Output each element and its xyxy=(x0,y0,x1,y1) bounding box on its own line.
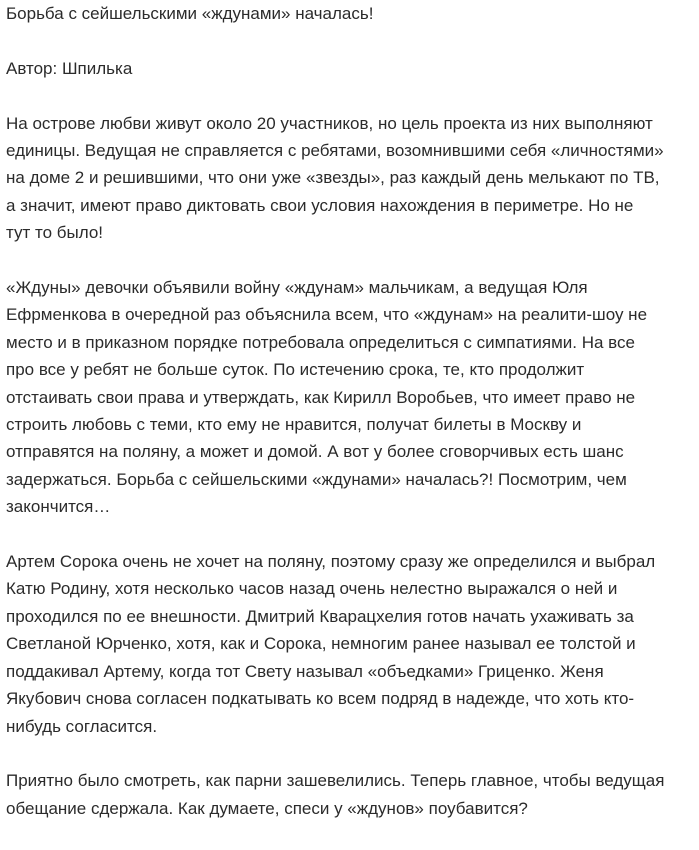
paragraph-line: закончится… xyxy=(6,497,111,517)
paragraph-2 xyxy=(6,274,690,521)
paragraph-line: поддакивал Артему, когда тот Свету называл «объедками» Гриценко. Женя xyxy=(6,661,604,681)
paragraph-line: отстаивать свои права и утверждать, как Кирилл Воробьев, что имеет право не xyxy=(6,387,636,407)
paragraph-3 xyxy=(6,548,690,740)
paragraph-line: отправятся на поляну, а может и домой. А вот у более сговорчивых есть шанс xyxy=(6,442,624,462)
paragraph-line: Светланой Юрченко, хотя, как и Сорока, немногим ранее называл ее толстой и xyxy=(6,634,636,654)
paragraph-line: строить любовь с теми, кто ему не нравится, получат билеты в Москву и xyxy=(6,415,582,435)
paragraph-1 xyxy=(6,110,690,247)
article-title-text: Борьба с сейшельскими «ждунами» началась! xyxy=(6,4,374,23)
paragraph-line: нибудь согласится. xyxy=(6,716,158,736)
paragraph-line: Приятно было смотреть, как парни зашевелились. Теперь главное, чтобы ведущая xyxy=(6,771,665,791)
article-author xyxy=(6,55,690,82)
paragraph-line: обещание сдержала. Как думаете, спеси у «ждунов» поубавится? xyxy=(6,798,528,818)
paragraph-line: Катю Родину, хотя несколько часов назад очень нелестно выражался о ней и xyxy=(6,579,618,599)
paragraph-line: единицы. Ведущая не справляется с ребятами, возомнившими себя «личностями» xyxy=(6,141,664,160)
article-author-text: Автор: Шпилька xyxy=(6,58,133,78)
paragraph-line: «Ждуны» девочки объявили войну «ждунам» мальчикам, а ведущая Юля xyxy=(6,278,588,298)
paragraph-line: Якубович снова согласен подкатывать ко всем подряд в надежде, что хоть кто- xyxy=(6,689,635,709)
paragraph-line: на доме 2 и решившими, что они уже «звезды», раз каждый день мелькают по ТВ, xyxy=(6,168,660,188)
paragraph-4 xyxy=(6,767,690,822)
paragraph-line: На острове любви живут около 20 участников, но цель проекта из них выполняют xyxy=(6,113,653,133)
paragraph-line: Ефрменкова в очередной раз объяснила всем, что «ждунам» на реалити-шоу не xyxy=(6,305,648,325)
paragraph-line: место и в приказном порядке потребовала определиться с симпатиями. На все xyxy=(6,332,635,352)
paragraph-line: а значит, имеют право диктовать свои условия нахождения в периметре. Но не xyxy=(6,195,634,215)
paragraph-line: тут то было! xyxy=(6,223,104,243)
paragraph-line: проходился по ее внешности. Дмитрий Кварацхелия готов начать ухаживать за xyxy=(6,606,634,626)
paragraph-line: про все у ребят не больше суток. По истечению срока, те, кто продолжит xyxy=(6,360,585,380)
paragraph-line: задержаться. Борьба с сейшельскими «ждунами» началась?! Посмотрим, чем xyxy=(6,469,627,489)
article-title xyxy=(6,0,690,27)
paragraph-line: Артем Сорока очень не хочет на поляну, поэтому сразу же определился и выбрал xyxy=(6,552,656,572)
